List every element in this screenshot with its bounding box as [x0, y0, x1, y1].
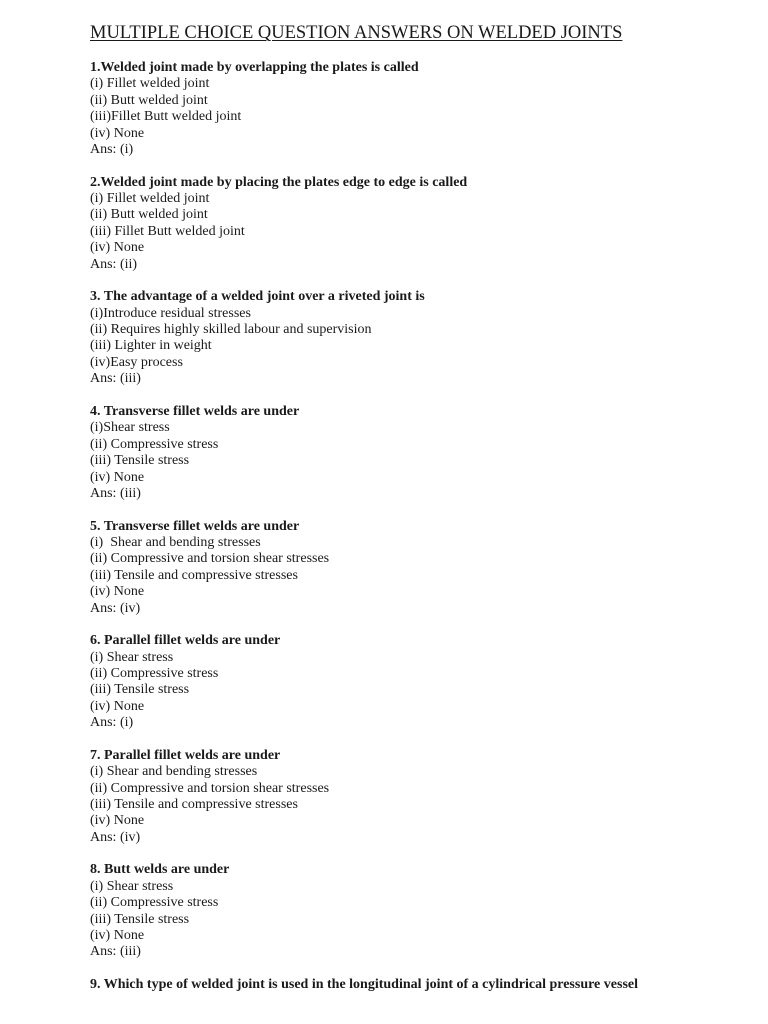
option-iii: (iii) Tensile stress	[90, 682, 190, 698]
option-iv: (iv) None	[90, 698, 145, 714]
option-iv: (iv)Easy process	[90, 354, 183, 370]
question-text: 7. Parallel fillet welds are under	[90, 747, 281, 763]
option-iv: (iv) None	[90, 469, 145, 485]
question-text: 1.Welded joint made by overlapping the plates is called	[90, 60, 419, 75]
answer: Ans: (iii)	[90, 944, 141, 960]
option-i: (i) Shear and bending stresses	[90, 764, 258, 780]
option-ii: (ii) Compressive and torsion shear stresses	[90, 551, 330, 567]
option-ii: (ii) Compressive stress	[90, 665, 219, 681]
option-iii: (iii)Fillet Butt welded joint	[90, 109, 242, 125]
option-iii: (iii) Tensile stress	[90, 453, 190, 469]
option-i: (i) Shear stress	[90, 878, 174, 894]
question-text: 6. Parallel fillet welds are under	[90, 633, 281, 649]
question-4	[90, 404, 750, 502]
question-text: 2.Welded joint made by placing the plates edge to edge is called	[90, 174, 468, 190]
answer: Ans: (iv)	[90, 829, 141, 845]
option-iv: (iv) None	[90, 584, 145, 600]
answer: Ans: (iv)	[90, 600, 141, 616]
question-1	[90, 60, 750, 158]
option-iii: (iii) Fillet Butt welded joint	[90, 223, 245, 239]
question-8	[90, 862, 750, 960]
option-iv: (iv) None	[90, 928, 145, 943]
option-iii: (iii) Tensile and compressive stresses	[90, 567, 298, 583]
question-text: 9. Which type of welded joint is used in the longitudinal joint of a cylindrical pressure vessel	[90, 977, 638, 992]
page-title: MULTIPLE CHOICE QUESTION ANSWERS ON WELDED JOINTS	[90, 23, 623, 43]
question-text: 4. Transverse fillet welds are under	[90, 403, 300, 419]
question-text: 8. Butt welds are under	[90, 862, 230, 878]
option-i: (i)Introduce residual stresses	[90, 305, 251, 321]
answer: Ans: (iii)	[90, 371, 141, 387]
option-i: (i) Shear and bending stresses	[90, 534, 261, 550]
option-i: (i) Shear stress	[90, 649, 174, 665]
answer: Ans: (i)	[90, 715, 134, 731]
document-page	[90, 22, 750, 1010]
answer: Ans: (iii)	[90, 485, 141, 501]
question-9	[90, 977, 750, 993]
answer: Ans: (ii)	[90, 256, 138, 272]
option-iii: (iii) Tensile and compressive stresses	[90, 796, 298, 812]
option-ii: (ii) Compressive stress	[90, 436, 219, 452]
question-text: 3. The advantage of a welded joint over a riveted joint is	[90, 289, 425, 305]
option-ii: (ii) Requires highly skilled labour and supervision	[90, 322, 372, 338]
question-7	[90, 748, 750, 846]
option-iv: (iv) None	[90, 240, 145, 256]
option-ii: (ii) Compressive and torsion shear stresses	[90, 780, 330, 796]
option-iv: (iv) None	[90, 125, 145, 141]
option-i: (i) Fillet welded joint	[90, 191, 210, 207]
option-iv: (iv) None	[90, 813, 145, 829]
option-ii: (ii) Butt welded joint	[90, 92, 208, 108]
question-2	[90, 175, 750, 273]
question-5	[90, 519, 750, 617]
option-ii: (ii) Compressive stress	[90, 895, 219, 911]
option-i: (i)Shear stress	[90, 420, 170, 436]
option-iii: (iii) Tensile stress	[90, 911, 190, 927]
option-i: (i) Fillet welded joint	[90, 76, 210, 92]
answer: Ans: (i)	[90, 142, 134, 158]
question-text: 5. Transverse fillet welds are under	[90, 518, 300, 534]
option-ii: (ii) Butt welded joint	[90, 207, 208, 223]
option-iii: (iii) Lighter in weight	[90, 338, 212, 354]
question-3	[90, 289, 750, 387]
question-6	[90, 633, 750, 731]
